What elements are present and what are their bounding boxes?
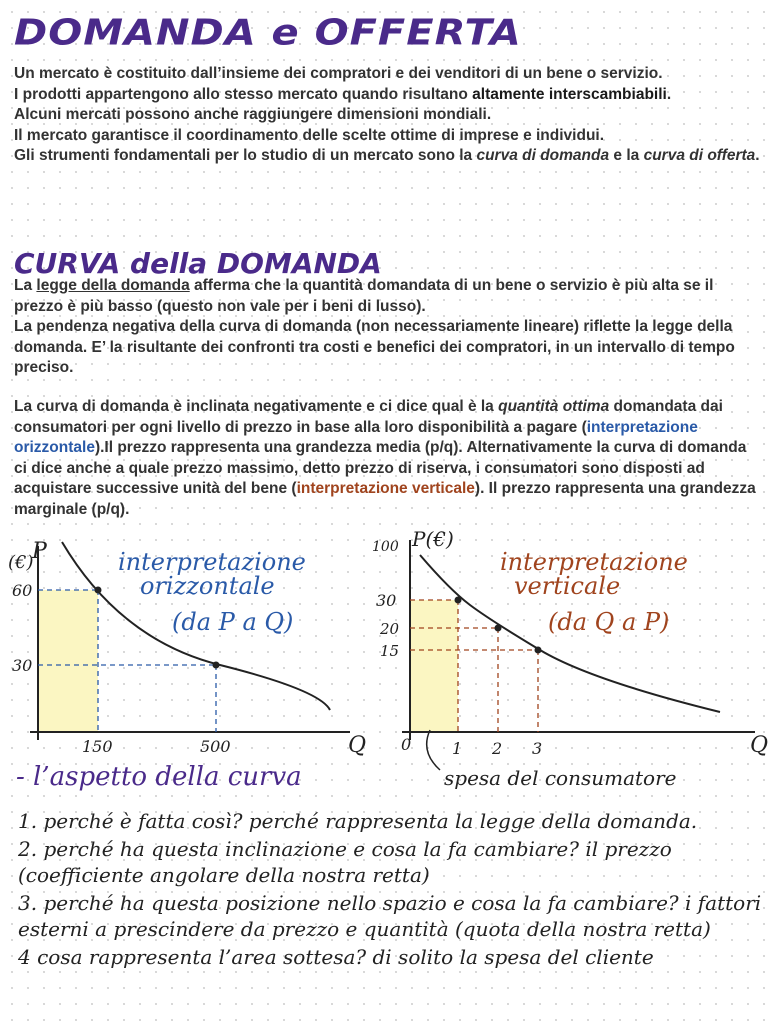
graph2-tick-20: 20 xyxy=(380,620,400,638)
graph2-origin: 0 xyxy=(401,735,412,754)
demand-law-term: legge della domanda xyxy=(36,277,190,294)
graph2-note: spesa del consumatore xyxy=(444,766,677,790)
intro-line-2: I prodotti appartengono allo stesso mercato quando risultano xyxy=(14,85,473,103)
graph1-y-label: P xyxy=(32,539,47,564)
note-item: 4 cosa rappresenta l’area sottesa? di solito la spesa del cliente xyxy=(18,945,654,969)
notes-heading: - l’aspetto della curva xyxy=(16,762,302,792)
graph2-tick-30: 30 xyxy=(376,591,397,610)
graph1-point-b xyxy=(213,662,220,669)
graph2-point-2 xyxy=(495,625,502,632)
interp-optimal-quantity: quantità ottima xyxy=(498,398,610,415)
graph1-caption-3: (da P a Q) xyxy=(172,608,294,636)
graph1-point-a xyxy=(95,587,102,594)
graph2-tick-q1: 1 xyxy=(452,739,463,758)
intro-demand-curve: curva di domanda xyxy=(476,147,610,164)
graph2-point-1 xyxy=(455,597,462,604)
graph2-tick-100: 100 xyxy=(372,539,399,555)
note-item: 3. perché ha questa posizione nello spazio e cosa la fa cambiare? i fattori esterni a prescindere da prezzo e quantità (quota della nostra retta) xyxy=(18,891,762,941)
graph2-point-3 xyxy=(535,647,542,654)
graph-vertical-interpretation xyxy=(372,527,768,770)
graph1-tick-60: 60 xyxy=(12,581,33,600)
intro-emphasis: altamente interscambiabili xyxy=(472,85,667,103)
interp-vertical: interpretazione verticale xyxy=(296,480,475,497)
notes-list xyxy=(18,808,762,972)
graph2-note-arrow xyxy=(427,730,440,770)
graph2-caption-2: verticale xyxy=(514,572,621,600)
note-item: 1. perché è fatta così? perché rappresenta la legge della domanda. xyxy=(18,809,698,833)
interp-lead: La curva di domanda è inclinata negativamente e ci dice qual è la xyxy=(14,398,499,415)
graph2-highlight-area xyxy=(410,600,458,732)
intro-line-4: Il mercato garantisce il coordinamento delle scelte ottime di imprese e individui. xyxy=(14,126,605,144)
interp-horizontal: interpretazione orizzontale xyxy=(14,418,698,456)
graph1-tick-150: 150 xyxy=(82,737,113,756)
intro-line-3: Alcuni mercati possono anche raggiungere dimensioni mondiali. xyxy=(14,106,492,123)
graph2-tick-q3: 3 xyxy=(532,739,543,758)
graph2-caption-3: (da Q a P) xyxy=(548,608,670,636)
section-title: CURVA della DOMANDA xyxy=(14,247,382,280)
demand-law-rest: afferma che la quantità domandata di un bene o servizio è più alta se il prezzo è più basso (questo non vale per i beni di lusso). xyxy=(14,277,714,315)
intro-line-5: Gli strumenti fondamentali per lo studio di un mercato sono la xyxy=(14,147,477,164)
graph2-caption-1: interpretazione xyxy=(500,548,688,576)
graph1-caption-2: orizzontale xyxy=(140,572,275,600)
interp-mid: domandata dai consumatori per ogni livello di prezzo in base alla loro disponibilità a pagare ( xyxy=(14,398,723,436)
graph1-caption-1: interpretazione xyxy=(118,548,306,576)
intro-line-2-end: . xyxy=(666,85,672,103)
graph2-tick-q2: 2 xyxy=(492,739,503,758)
intro-supply-curve: curva di offerta xyxy=(643,147,756,164)
graph1-highlight-area xyxy=(38,590,98,732)
graph-horizontal-interpretation xyxy=(8,539,366,758)
graph1-tick-500: 500 xyxy=(200,737,231,756)
graph1-x-label: Q xyxy=(348,733,367,758)
demand-law-lead: La xyxy=(14,277,37,294)
graph1-y-unit: (€) xyxy=(8,552,34,573)
note-item: 2. perché ha questa inclinazione e cosa la fa cambiare? il prezzo (coefficiente angolare della nostra retta) xyxy=(18,837,672,887)
graph2-y-label: P(€) xyxy=(412,527,454,551)
slope-text: La pendenza negativa della curva di domanda (non necessariamente lineare) riflette la legge della domanda. E’ la risultante dei confronti tra costi e benefici dei compratori, in un intervallo di tempo preciso. xyxy=(14,318,735,376)
page-title: DOMANDA e OFFERTA xyxy=(14,12,522,54)
interp-end: ). Il prezzo rappresenta una grandezza marginale (p/q). xyxy=(14,480,756,518)
graph1-tick-30: 30 xyxy=(12,656,33,675)
intro-line-1: Un mercato è costituito dall’insieme dei compratori e dei venditori di un bene o servizio. xyxy=(14,65,663,82)
intro-line-5-mid: e la xyxy=(609,147,644,164)
intro-line-5-end: . xyxy=(755,147,760,164)
graph2-x-label: Q xyxy=(750,733,768,758)
interp-mid-2: ).Il prezzo rappresenta una grandezza media (p/q). Alternativamente la curva di domanda ci dice anche a quale prezzo massimo, detto prezzo di riserva, i consumatori sono disposti ad acquistare successive unità del bene ( xyxy=(14,439,747,497)
graph2-tick-15: 15 xyxy=(380,642,400,660)
